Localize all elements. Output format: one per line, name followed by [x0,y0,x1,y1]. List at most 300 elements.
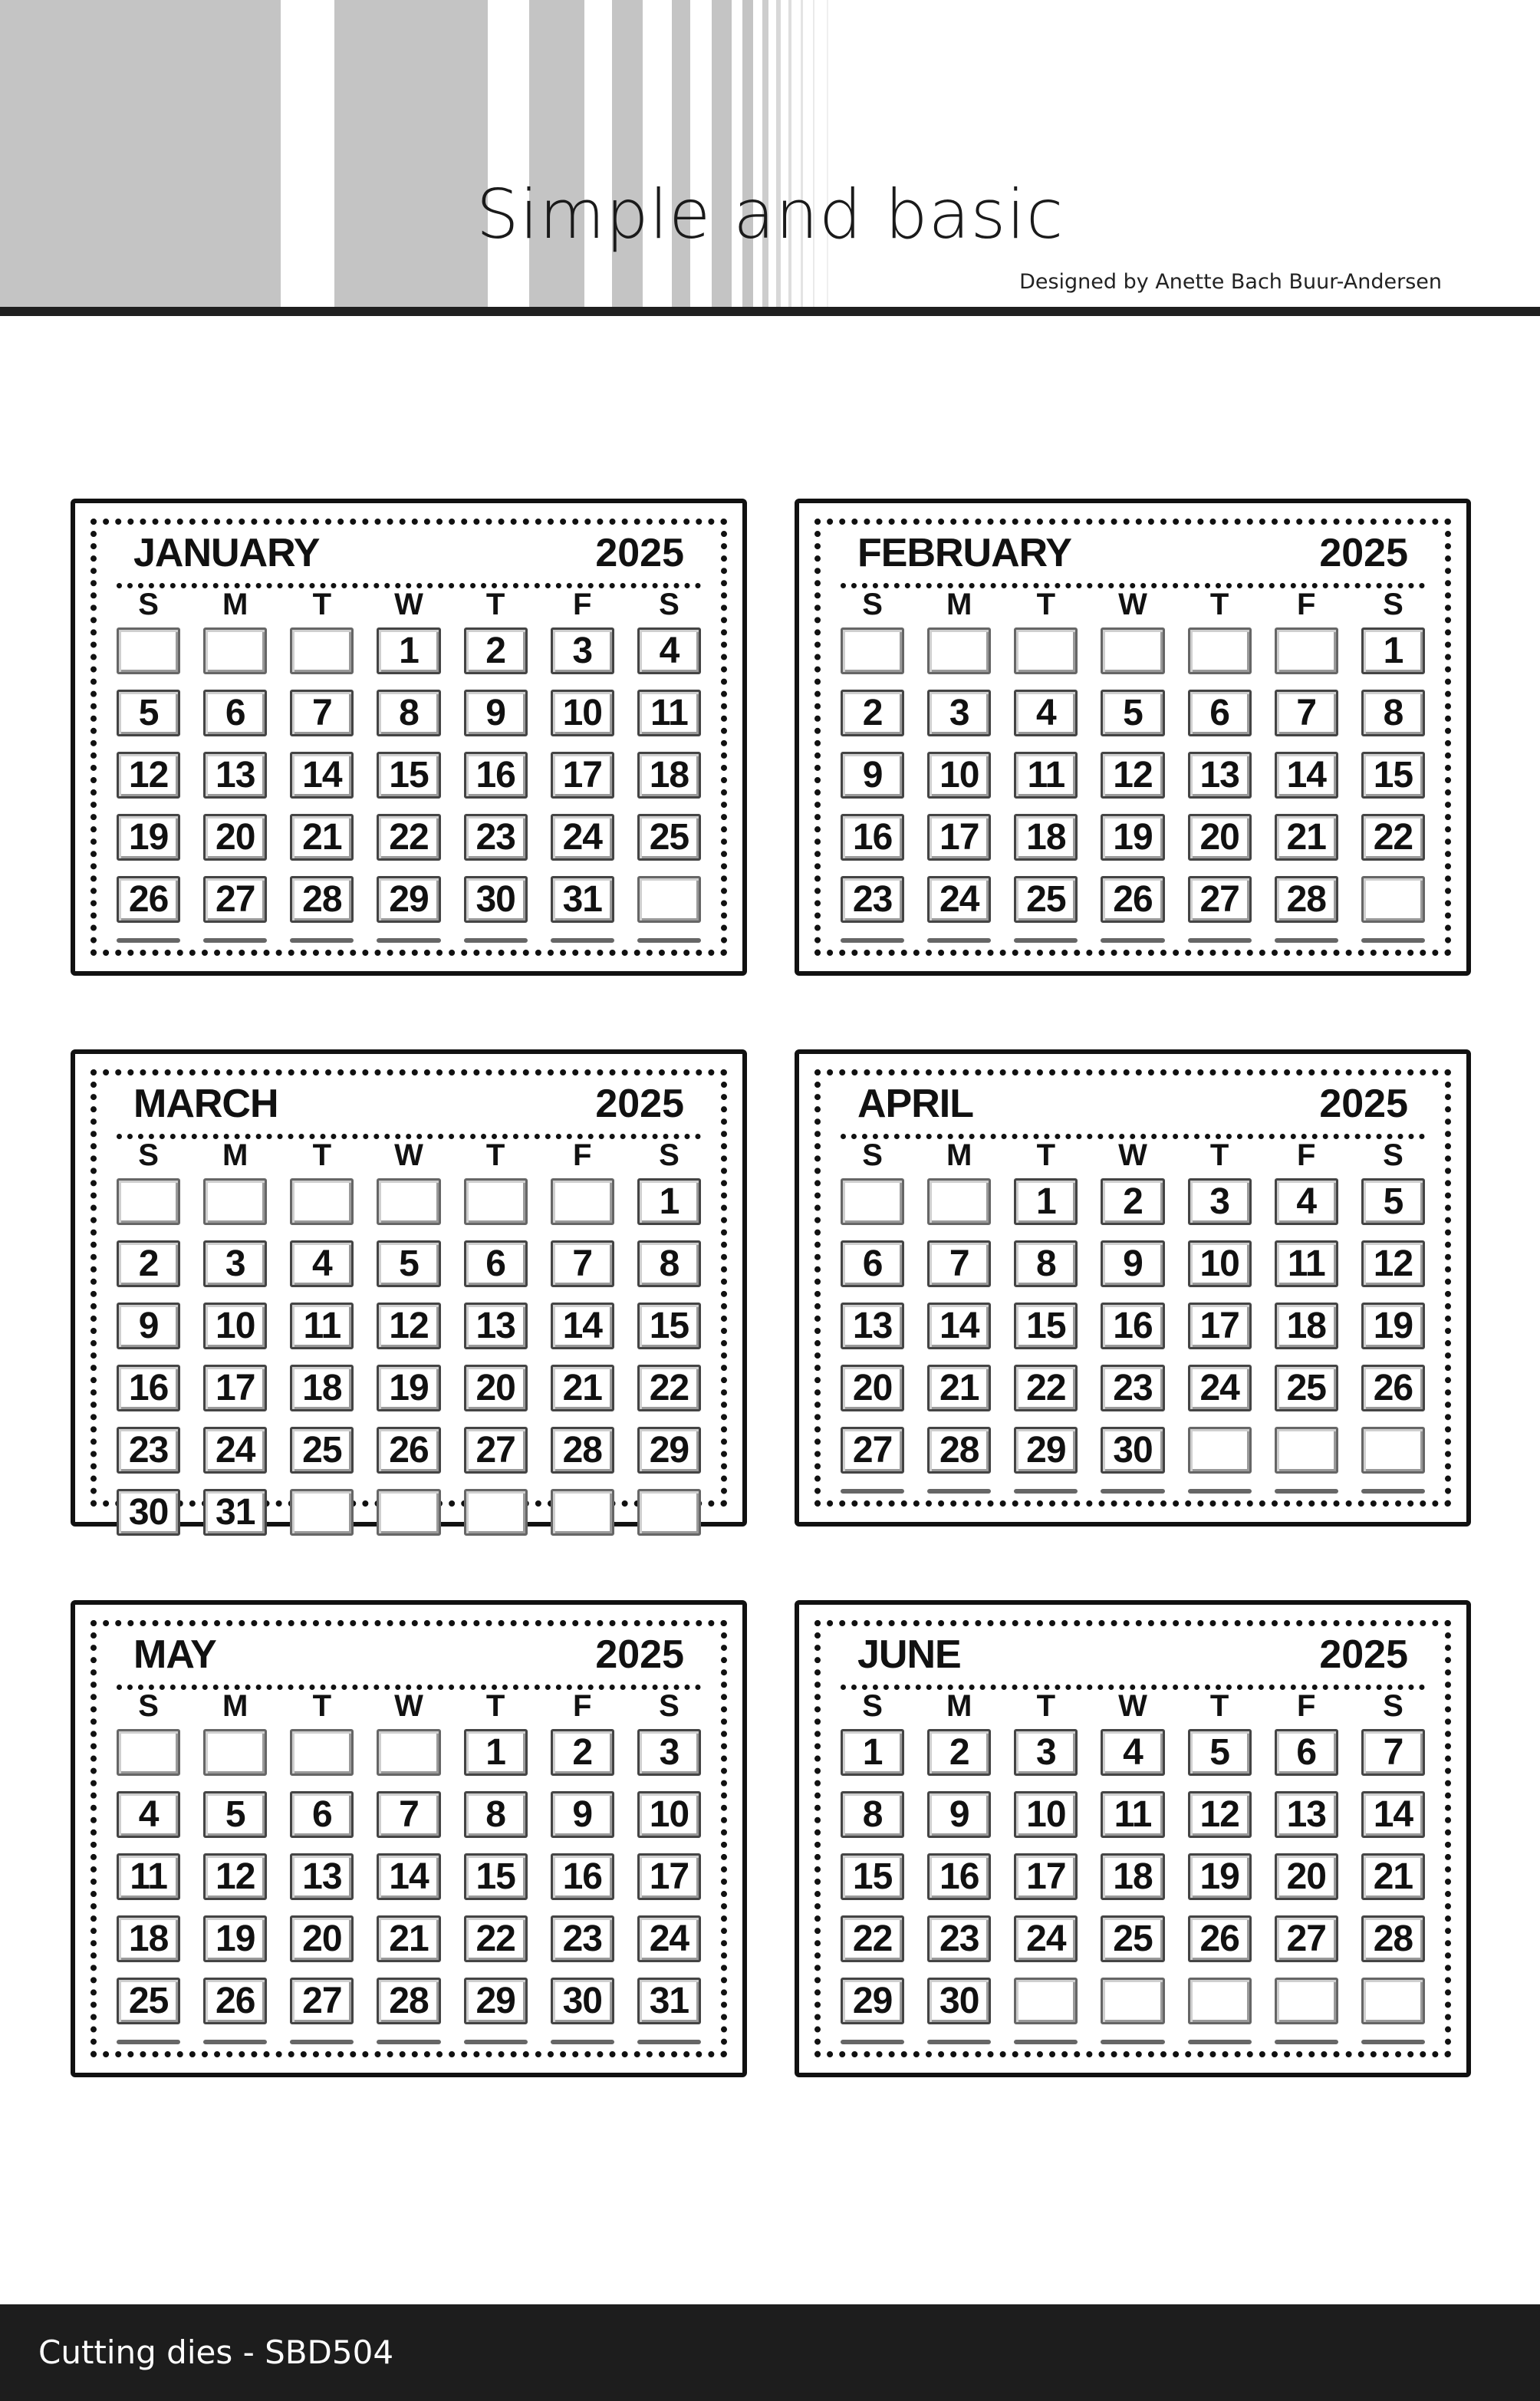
empty-day-cell [1014,627,1078,674]
day-cell: 11 [637,690,701,736]
day-grid [841,627,1425,934]
empty-day-cell [1188,1489,1252,1494]
day-cell: 13 [1188,752,1252,799]
weekday-label: S [1383,1138,1403,1172]
weekday-label: W [1118,1138,1147,1172]
weekday-label: T [1036,588,1056,621]
day-cell: 16 [1101,1303,1164,1349]
day-cell: 25 [1014,876,1078,923]
empty-day-cell [1101,938,1164,943]
day-cell: 21 [290,814,354,861]
day-cell: 3 [1188,1178,1252,1225]
day-cell: 29 [377,876,440,923]
empty-day-cell [464,938,528,943]
day-cell: 2 [464,627,528,674]
day-cell: 25 [117,1978,180,2024]
day-cell: 2 [841,690,904,736]
day-cell: 20 [203,814,267,861]
month-name: MAY [133,1632,216,1677]
day-cell: 6 [1275,1729,1338,1776]
empty-day-cell [117,1729,180,1776]
year-label: 2025 [1319,531,1408,575]
empty-day-cell [377,2040,440,2044]
day-grid [841,1178,1425,1485]
day-cell: 26 [1361,1365,1425,1411]
day-cell: 24 [1188,1365,1252,1411]
empty-day-cell [290,627,354,674]
weekday-row [841,589,1425,620]
empty-day-cell [1275,2040,1338,2044]
day-cell: 13 [203,752,267,799]
day-cell: 20 [464,1365,528,1411]
empty-day-cell [841,938,904,943]
day-cell: 8 [1361,690,1425,736]
day-cell: 17 [551,752,614,799]
empty-day-cell [1361,2040,1425,2044]
day-cell: 20 [1188,814,1252,861]
day-cell: 9 [1101,1240,1164,1287]
calendar-header [117,1080,701,1128]
day-cell: 9 [117,1303,180,1349]
day-cell: 20 [841,1365,904,1411]
day-cell: 4 [637,627,701,674]
calendar-header [117,529,701,577]
day-cell: 30 [927,1978,991,2024]
day-cell: 9 [927,1791,991,1838]
day-cell: 14 [377,1853,440,1900]
empty-day-cell [1361,876,1425,923]
weekday-label: S [138,1138,159,1172]
day-cell: 11 [1275,1240,1338,1287]
stripe-pattern [0,0,844,307]
weekday-label: F [573,1689,592,1723]
day-cell: 12 [1188,1791,1252,1838]
day-cell: 23 [841,876,904,923]
day-cell: 31 [551,876,614,923]
day-cell: 27 [1188,876,1252,923]
day-cell: 4 [290,1240,354,1287]
empty-day-cell [1275,627,1338,674]
empty-day-cell [1014,1978,1078,2024]
empty-day-cell [1361,1978,1425,2024]
day-cell: 14 [1361,1791,1425,1838]
day-cell: 9 [464,690,528,736]
day-cell: 22 [464,1915,528,1962]
calendar-april [795,1049,1471,1527]
empty-day-cell [464,1178,528,1225]
day-cell: 26 [117,876,180,923]
month-name: JUNE [857,1632,961,1677]
weekday-label: F [573,588,592,621]
day-cell: 1 [1014,1178,1078,1225]
day-cell: 7 [927,1240,991,1287]
day-cell: 1 [464,1729,528,1776]
year-label: 2025 [1319,1082,1408,1126]
day-cell: 6 [464,1240,528,1287]
day-cell: 21 [1361,1853,1425,1900]
calendar-february [795,499,1471,976]
day-cell: 22 [377,814,440,861]
day-cell: 14 [1275,752,1338,799]
day-cell: 26 [1188,1915,1252,1962]
empty-day-cell [927,938,991,943]
day-cell: 24 [203,1427,267,1474]
day-cell: 26 [203,1978,267,2024]
day-cell: 15 [637,1303,701,1349]
day-cell: 22 [1361,814,1425,861]
weekday-label: T [312,1138,332,1172]
day-cell: 13 [1275,1791,1338,1838]
day-cell: 7 [1275,690,1338,736]
weekday-row [841,1691,1425,1721]
day-cell: 28 [377,1978,440,2024]
day-cell: 25 [637,814,701,861]
empty-day-cell [464,1489,528,1536]
empty-day-cell [464,2040,528,2044]
day-cell: 8 [464,1791,528,1838]
day-cell: 10 [637,1791,701,1838]
weekday-label: W [1118,1689,1147,1723]
day-cell: 27 [203,876,267,923]
day-cell: 3 [1014,1729,1078,1776]
weekday-label: T [1209,1689,1229,1723]
day-cell: 18 [117,1915,180,1962]
empty-day-cell [841,1178,904,1225]
empty-day-cell [203,627,267,674]
calendar-may [71,1600,747,2077]
day-cell: 30 [464,876,528,923]
day-cell: 11 [1101,1791,1164,1838]
empty-day-cell [927,1489,991,1494]
footer-bar [0,2304,1540,2401]
day-cell: 27 [464,1427,528,1474]
day-cell: 7 [1361,1729,1425,1776]
day-cell: 4 [1101,1729,1164,1776]
designer-credit: Designed by Anette Bach Buur-Andersen [1019,270,1442,294]
day-cell: 10 [203,1303,267,1349]
day-cell: 24 [637,1915,701,1962]
empty-day-cell [1101,627,1164,674]
empty-day-cell [203,2040,267,2044]
day-cell: 23 [1101,1365,1164,1411]
weekday-row [117,1691,701,1721]
day-cell: 26 [1101,876,1164,923]
weekday-label: F [1297,588,1316,621]
day-cell: 13 [464,1303,528,1349]
empty-day-cell [637,2040,701,2044]
day-cell: 10 [1014,1791,1078,1838]
day-cell: 4 [1014,690,1078,736]
day-cell: 14 [551,1303,614,1349]
day-cell: 19 [377,1365,440,1411]
weekday-label: T [485,1138,505,1172]
day-cell: 2 [1101,1178,1164,1225]
empty-day-cell [927,627,991,674]
empty-day-cell [841,2040,904,2044]
brand-title: Simple and basic [475,175,1065,254]
day-cell: 18 [1275,1303,1338,1349]
empty-day-cell [290,1178,354,1225]
empty-day-cell [927,1178,991,1225]
day-cell: 5 [377,1240,440,1287]
empty-day-cell [117,938,180,943]
day-cell: 28 [290,876,354,923]
empty-day-cell [377,1178,440,1225]
day-cell: 26 [377,1427,440,1474]
month-name: MARCH [133,1082,278,1126]
day-cell: 3 [551,627,614,674]
day-cell: 17 [1188,1303,1252,1349]
empty-day-cell [1275,1978,1338,2024]
year-label: 2025 [595,1632,684,1677]
weekday-label: M [946,588,972,621]
day-cell: 10 [1188,1240,1252,1287]
empty-day-cell [551,1489,614,1536]
day-cell: 29 [464,1978,528,2024]
weekday-label: W [1118,588,1147,621]
day-cell: 24 [551,814,614,861]
day-cell: 10 [927,752,991,799]
empty-day-cell [1014,938,1078,943]
day-cell: 7 [377,1791,440,1838]
day-cell: 15 [841,1853,904,1900]
day-grid [117,627,701,934]
day-cell: 22 [637,1365,701,1411]
day-cell: 17 [927,814,991,861]
day-cell: 29 [841,1978,904,2024]
day-cell: 15 [377,752,440,799]
empty-day-cell [551,1178,614,1225]
empty-day-cell [290,938,354,943]
day-cell: 19 [1361,1303,1425,1349]
day-cell: 23 [551,1915,614,1962]
day-cell: 29 [637,1427,701,1474]
day-grid [117,1729,701,2036]
empty-day-cell [1014,1489,1078,1494]
day-grid [841,1729,1425,2036]
weekday-label: S [138,1689,159,1723]
empty-day-cell [1188,1427,1252,1474]
day-cell: 12 [377,1303,440,1349]
weekday-row [841,1140,1425,1171]
weekday-row [117,1140,701,1171]
weekday-label: S [138,588,159,621]
day-cell: 8 [377,690,440,736]
day-cell: 19 [203,1915,267,1962]
day-cell: 5 [203,1791,267,1838]
day-cell: 17 [203,1365,267,1411]
dotted-border [90,1620,727,2057]
day-cell: 27 [1275,1915,1338,1962]
day-cell: 4 [117,1791,180,1838]
year-label: 2025 [595,531,684,575]
day-cell: 7 [551,1240,614,1287]
weekday-label: W [394,1138,423,1172]
year-label: 2025 [1319,1632,1408,1677]
weekday-label: S [862,1689,883,1723]
empty-day-cell [377,1729,440,1776]
weekday-label: W [394,588,423,621]
day-cell: 6 [203,690,267,736]
day-cell: 1 [1361,627,1425,674]
day-grid [117,1178,701,1533]
day-cell: 22 [1014,1365,1078,1411]
header-rule [0,307,1540,316]
empty-day-cell [117,1178,180,1225]
weekday-label: M [222,588,248,621]
empty-day-cell [377,1489,440,1536]
weekday-label: T [1036,1138,1056,1172]
empty-day-cell [1361,1489,1425,1494]
dotted-border [814,519,1451,956]
weekday-label: T [1209,588,1229,621]
day-cell: 21 [377,1915,440,1962]
empty-day-cell [1361,1427,1425,1474]
empty-day-cell [290,2040,354,2044]
day-cell: 6 [290,1791,354,1838]
empty-day-cell [377,938,440,943]
day-cell: 16 [551,1853,614,1900]
empty-day-cell [1188,2040,1252,2044]
dotted-border [90,519,727,956]
day-cell: 4 [1275,1178,1338,1225]
dotted-border [814,1620,1451,2057]
day-cell: 25 [1101,1915,1164,1962]
day-cell: 24 [1014,1915,1078,1962]
empty-day-cell [927,2040,991,2044]
empty-day-cell [203,1178,267,1225]
day-cell: 21 [1275,814,1338,861]
day-cell: 6 [1188,690,1252,736]
day-cell: 6 [841,1240,904,1287]
weekday-label: M [222,1689,248,1723]
day-cell: 11 [1014,752,1078,799]
empty-day-cell [1101,1489,1164,1494]
empty-day-cell [1361,938,1425,943]
empty-day-cell [637,1489,701,1536]
empty-day-cell [551,2040,614,2044]
day-cell: 21 [551,1365,614,1411]
calendar-header [841,529,1425,577]
day-cell: 13 [841,1303,904,1349]
weekday-label: S [659,588,680,621]
day-cell: 5 [1361,1178,1425,1225]
day-cell: 17 [1014,1853,1078,1900]
day-cell: 21 [927,1365,991,1411]
day-cell: 23 [464,814,528,861]
product-label: Cutting dies - SBD504 [38,2333,394,2371]
day-cell: 11 [290,1303,354,1349]
day-cell: 3 [203,1240,267,1287]
dotted-border [814,1069,1451,1507]
weekday-label: T [485,588,505,621]
weekday-label: S [659,1138,680,1172]
day-cell: 15 [1014,1303,1078,1349]
weekday-label: T [1209,1138,1229,1172]
weekday-label: S [1383,1689,1403,1723]
day-cell: 1 [841,1729,904,1776]
day-cell: 9 [551,1791,614,1838]
day-cell: 12 [203,1853,267,1900]
day-cell: 16 [464,752,528,799]
day-cell: 12 [1101,752,1164,799]
empty-day-cell [1275,1489,1338,1494]
day-cell: 27 [841,1427,904,1474]
day-cell: 15 [464,1853,528,1900]
day-cell: 13 [290,1853,354,1900]
weekday-row [117,589,701,620]
calendar-header [841,1080,1425,1128]
day-cell: 18 [1101,1853,1164,1900]
weekday-label: M [222,1138,248,1172]
day-cell: 30 [551,1978,614,2024]
calendar-march [71,1049,747,1533]
day-cell: 14 [290,752,354,799]
day-cell: 19 [1188,1853,1252,1900]
dotted-border [90,1069,727,1533]
day-cell: 28 [551,1427,614,1474]
day-cell: 28 [1275,876,1338,923]
day-cell: 30 [1101,1427,1164,1474]
day-cell: 20 [290,1915,354,1962]
empty-day-cell [1188,627,1252,674]
day-cell: 5 [117,690,180,736]
empty-day-cell [290,1729,354,1776]
day-cell: 16 [927,1853,991,1900]
day-cell: 23 [927,1915,991,1962]
empty-day-cell [1188,1978,1252,2024]
weekday-label: S [862,1138,883,1172]
empty-day-cell [841,1489,904,1494]
day-cell: 16 [841,814,904,861]
day-cell: 12 [117,752,180,799]
day-cell: 30 [117,1489,180,1536]
weekday-label: M [946,1138,972,1172]
calendar-header [117,1631,701,1678]
empty-day-cell [1101,1978,1164,2024]
weekday-label: F [573,1138,592,1172]
weekday-label: S [862,588,883,621]
day-cell: 18 [1014,814,1078,861]
day-cell: 2 [117,1240,180,1287]
header-banner [0,0,1540,307]
day-cell: 5 [1188,1729,1252,1776]
day-cell: 25 [290,1427,354,1474]
day-cell: 12 [1361,1240,1425,1287]
day-cell: 31 [637,1978,701,2024]
day-cell: 8 [637,1240,701,1287]
month-name: FEBRUARY [857,531,1071,575]
day-cell: 3 [927,690,991,736]
day-cell: 24 [927,876,991,923]
day-cell: 29 [1014,1427,1078,1474]
day-cell: 16 [117,1365,180,1411]
day-cell: 2 [551,1729,614,1776]
day-cell: 1 [377,627,440,674]
day-cell: 25 [1275,1365,1338,1411]
day-cell: 19 [1101,814,1164,861]
calendar-grid [71,499,1471,2077]
day-cell: 3 [637,1729,701,1776]
weekday-label: S [659,1689,680,1723]
day-cell: 8 [841,1791,904,1838]
empty-day-cell [637,876,701,923]
empty-day-cell [1188,938,1252,943]
day-cell: 31 [203,1489,267,1536]
weekday-label: F [1297,1689,1316,1723]
weekday-label: M [946,1689,972,1723]
day-cell: 5 [1101,690,1164,736]
